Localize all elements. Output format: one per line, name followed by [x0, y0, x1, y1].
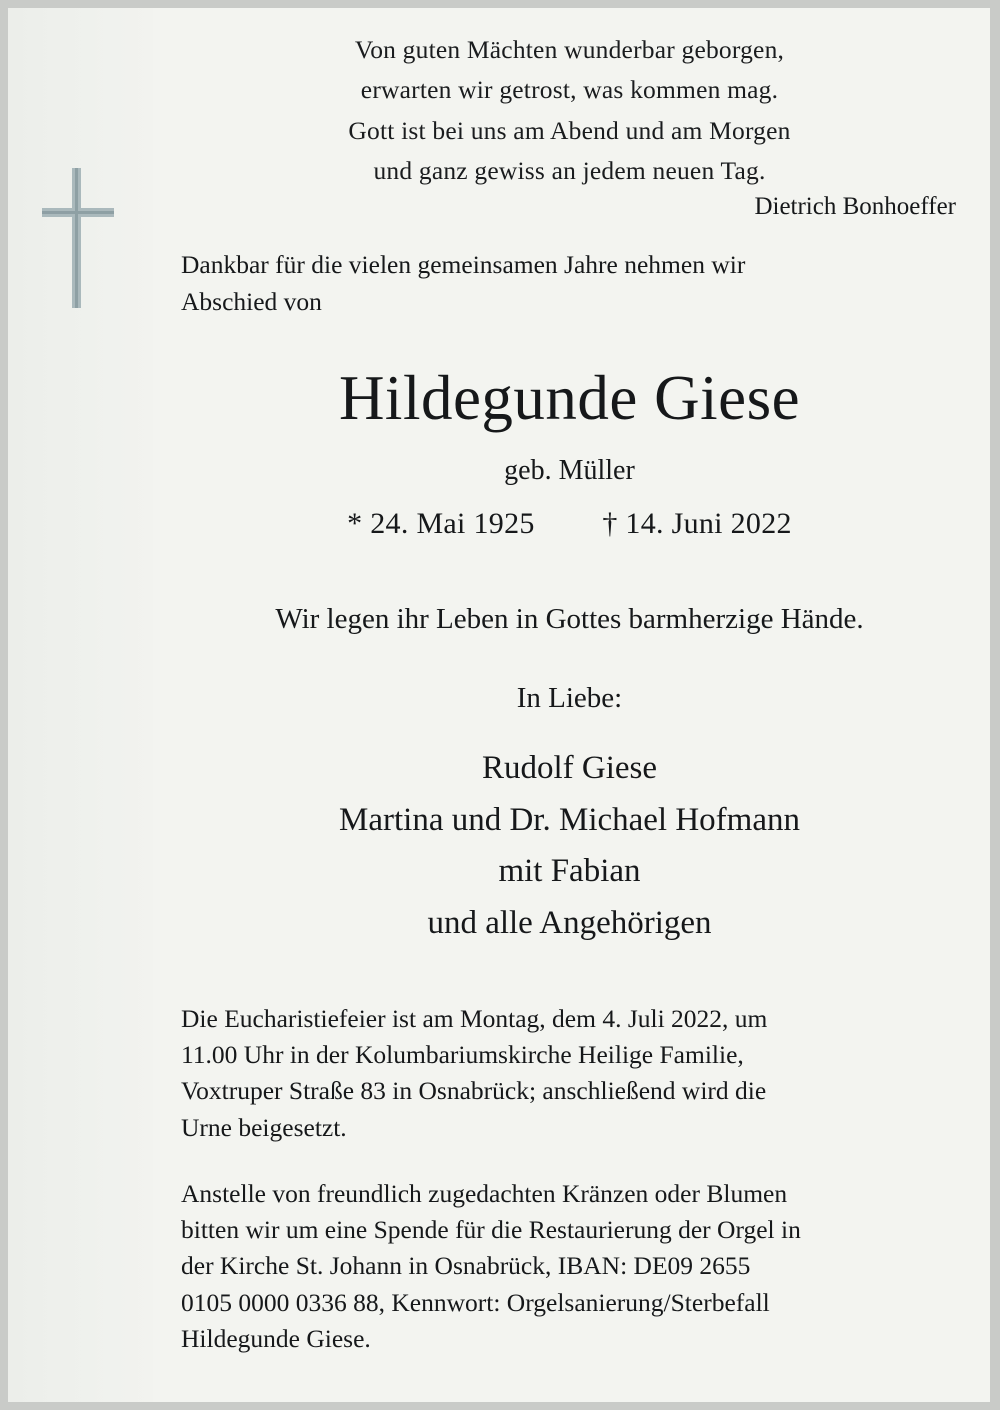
- poem-block: [181, 30, 958, 191]
- poem-line-3: Gott ist bei uns am Abend und am Morgen: [348, 115, 791, 145]
- donation-line-5: Hildegunde Giese.: [181, 1323, 371, 1353]
- obituary-card: [8, 8, 990, 1402]
- poem-line-2: erwarten wir getrost, was kommen mag.: [360, 75, 779, 105]
- intro-line-2: Abschied von: [181, 287, 322, 317]
- service-details: [181, 1001, 958, 1146]
- service-line-1: Die Eucharistiefeier ist am Montag, dem 4. Juli 2022, um: [181, 1004, 768, 1034]
- donation-details: [181, 1176, 958, 1357]
- mourner-line-4: und alle Angehörigen: [427, 904, 712, 941]
- decorative-left-band: [8, 8, 153, 1402]
- maiden-name: geb. Müller: [504, 455, 635, 487]
- donation-line-3: der Kirche St. Johann in Osnabrück, IBAN: DE09 2655: [181, 1251, 751, 1281]
- mourner-line-2: Martina und Dr. Michael Hofmann: [339, 801, 800, 838]
- poem-line-1: Von guten Mächten wunderbar geborgen,: [354, 35, 785, 64]
- poem-line-4: und ganz gewiss an jedem neuen Tag.: [373, 155, 766, 185]
- mourner-line-3: mit Fabian: [498, 853, 641, 890]
- service-line-3: Voxtruper Straße 83 in Osnabrück; anschließend wird die: [181, 1076, 767, 1106]
- mourner-line-1: Rudolf Giese: [481, 750, 658, 787]
- birth-date: * 24. Mai 1925: [347, 507, 535, 541]
- cross-icon: [42, 168, 114, 308]
- poem-author: Dietrich Bonhoeffer: [754, 193, 956, 221]
- service-line-2: 11.00 Uhr in der Kolumbariumskirche Heilige Familie,: [181, 1040, 744, 1070]
- donation-line-4: 0105 0000 0336 88, Kennwort: Orgelsanierung/Sterbefall: [181, 1287, 770, 1317]
- intro-text: [181, 247, 958, 321]
- death-date: † 14. Juni 2022: [602, 507, 792, 541]
- life-dates: [181, 507, 958, 541]
- mourners-list: [181, 743, 958, 949]
- in-love-label: In Liebe:: [516, 682, 623, 715]
- deceased-name: Hildegunde Giese: [338, 363, 801, 434]
- service-line-4: Urne beigesetzt.: [181, 1112, 347, 1142]
- intro-line-1: Dankbar für die vielen gemeinsamen Jahre nehmen wir: [181, 250, 746, 280]
- donation-line-2: bitten wir um eine Spende für die Restaurierung der Orgel in: [181, 1215, 801, 1245]
- donation-line-1: Anstelle von freundlich zugedachten Kränzen oder Blumen: [181, 1178, 788, 1208]
- obituary-content: [153, 8, 990, 1402]
- commendation-text: Wir legen ihr Leben in Gottes barmherzige Hände.: [275, 603, 864, 636]
